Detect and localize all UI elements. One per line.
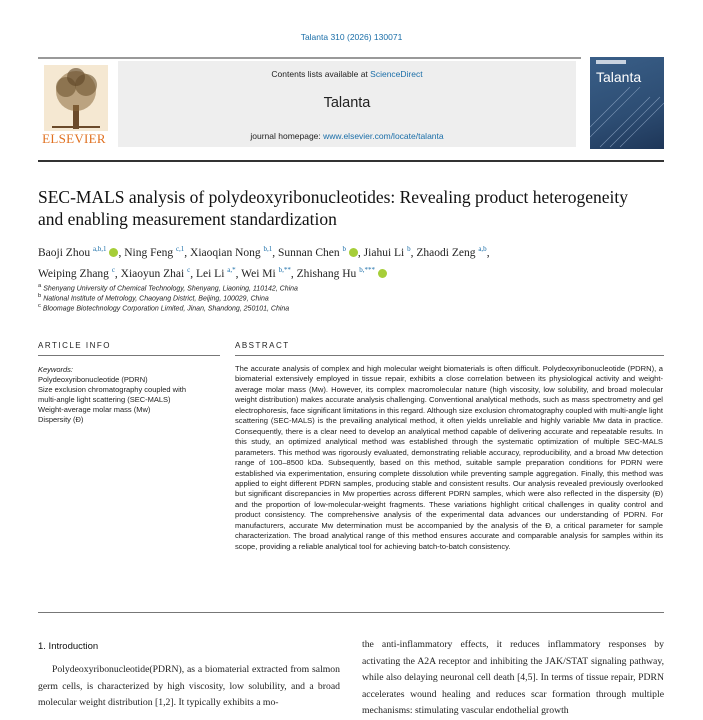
- author[interactable]: [120, 265, 191, 280]
- author[interactable]: [416, 247, 486, 259]
- abstract-text: The accurate analysis of complex and high molecular weight biomaterials is often difficult. Polydeoxyribonucleotide (PDRN), a biomaterial extensively employed in tissue repair, exhibits a close correlation between its physiological activity and weight-average molar mass (Mw). However, its complex macromolecular nature (high viscosity, low solubility, and broad molecular weight distribution) makes accurate analysis challenging. Conventional analytical methods, such as mass spectrometry and gel electrophoresis, face significant limitations in this regard. Although size exclusion chromatography coupled with multi-angle light scattering (SEC-MALS) is the prevailing analytical method, it often yields unreliable and highly variable Mw data in practice. Consequently, there is a clear need to develop an analytical method capable of delivering accurate and repeatable results. In this study, an optimized analytical method was established through the systematic optimization of multiple SEC-MALS parameters. This method was rigorously evaluated, demonstrating reliable accuracy, reproducibility, and a broad Mw detection range of 100–8500 kDa. Subsequently, based on this method, suitable sample preparation conditions for PDRN were established via experimentation, ensuring complete dissolution while preventing sample aggregation. Finally, this method was applied to eight different PDRN samples, producing stable and consistent results. Our analysis revealed previously overlooked but significant discrepancies in Mw properties across different PDRN samples, which were also reflected in the dispersity (Đ) and the proportion of low-molecular-weight fragments. These variations highlight critical challenges in quality control and product consistency. The comprehensive analysis of the experimental data advances our understanding of PDRN. For manufacturers, accurate Mw determination must be accompanied by the analysis of the Đ, a critical parameter for sample characterization. The broad analytical range of this method ensures accurate and comparable analysis for samples within its scope, providing a reliable analytical tool for achieving batch-to-batch consistency.: [235, 364, 663, 551]
- affiliation-mark: a: [38, 283, 42, 289]
- journal-cover-image[interactable]: [590, 57, 664, 149]
- affiliation-text: Shenyang University of Chemical Technology, Shenyang, Liaoning, 110142, China: [41, 285, 298, 293]
- abstract-bottom-rule: [38, 612, 664, 613]
- author-name: Xiaoyun Zhai: [120, 267, 185, 280]
- keywords-label: Keywords:: [38, 365, 74, 374]
- author-name: Weiping Zhang: [38, 267, 109, 280]
- abstract-rule: [235, 355, 664, 356]
- keywords-list: [38, 375, 198, 425]
- elsevier-wordmark: ELSEVIER: [42, 131, 106, 146]
- keyword: Dispersity (Đ): [38, 415, 84, 424]
- keyword: Polydeoxyribonucleotide (PDRN): [38, 375, 148, 384]
- introduction-heading: 1. Introduction: [38, 641, 99, 652]
- affiliation: [38, 293, 269, 302]
- affiliation: [38, 283, 298, 292]
- author[interactable]: [296, 265, 387, 280]
- banner-center: [118, 61, 576, 147]
- author-line-1: Baoji Zhou $^{a,b,1}$ , Ning Feng $^{c,1}$, Xiaoqian Nong $^{b,1}$, Sunnan Chen $^b$ , Jiahui Li $^b$, Zhaodi Zeng $^{a,b}$,: [38, 245, 490, 259]
- author-name: Xiaoqian Nong: [190, 246, 261, 259]
- homepage-line: [118, 131, 576, 141]
- affiliation-mark: b: [38, 293, 42, 299]
- elsevier-tree-icon: [44, 65, 108, 131]
- author-list: [38, 241, 648, 283]
- author-superscript[interactable]: b,***: [359, 265, 375, 274]
- author-superscript[interactable]: b,**: [278, 265, 291, 274]
- author-superscript[interactable]: c,1: [175, 245, 185, 253]
- orcid-icon[interactable]: [109, 248, 118, 257]
- orcid-icon[interactable]: [349, 248, 358, 257]
- contents-prefix: Contents lists available at: [271, 69, 371, 79]
- author-superscript[interactable]: a,b: [478, 245, 487, 253]
- orcid-icon[interactable]: [378, 269, 387, 278]
- author[interactable]: [190, 247, 272, 259]
- article-info-heading: ARTICLE INFO: [38, 341, 111, 350]
- author-line-2: Weiping Zhang $^c$, Xiaoyun Zhai $^c$, Lei Li $^{a,*}$, Wei Mi $^{b,**}$, Zhishang Hu $^{b,***}$: [38, 262, 648, 283]
- author-superscript[interactable]: b: [342, 245, 347, 253]
- keyword: Size exclusion chromatography coupled with multi-angle light scattering (SEC-MALS): [38, 385, 186, 404]
- contents-line: [118, 69, 576, 79]
- journal-banner: [38, 57, 581, 151]
- affiliation-text: Bloomage Biotechnology Corporation Limited, Jinan, Shandong, 250101, China: [40, 305, 290, 313]
- header-rule: [38, 160, 664, 162]
- author-name: Jiahui Li: [363, 246, 405, 259]
- author-superscript[interactable]: c: [111, 265, 115, 274]
- author-superscript[interactable]: a,*: [227, 265, 236, 274]
- author-name: Zhishang Hu: [296, 267, 357, 280]
- author[interactable]: [195, 265, 236, 280]
- author[interactable]: [124, 247, 184, 259]
- journal-name: Talanta: [323, 95, 371, 111]
- affiliation-mark: c: [38, 303, 41, 309]
- homepage-prefix: journal homepage:: [250, 131, 324, 141]
- author-superscript[interactable]: a,b,1: [92, 245, 107, 253]
- article-info-rule: [38, 355, 220, 356]
- author-name: Zhaodi Zeng: [416, 246, 476, 259]
- author-name: Ning Feng: [124, 246, 174, 259]
- abstract-heading: ABSTRACT: [235, 341, 290, 350]
- author[interactable]: [38, 247, 118, 259]
- journal-citation[interactable]: Talanta 310 (2026) 130071: [300, 32, 403, 42]
- introduction-left-column: Polydeoxyribonucleotide(PDRN), as a biomaterial extracted from salmon germ cells, is characterized by high viscosity, low solubility, and a broad molecular weight distribution [1,2]. It typically exhibits a mo-: [38, 664, 340, 708]
- author-name: Wei Mi: [241, 267, 276, 280]
- author-name: Baoji Zhou: [38, 246, 91, 259]
- cover-title: Talanta: [596, 69, 642, 85]
- author-superscript[interactable]: b,1: [263, 245, 273, 253]
- author-name: Lei Li: [195, 267, 225, 280]
- author-name: Sunnan Chen: [278, 246, 340, 259]
- article-title: SEC-MALS analysis of polydeoxyribonucleotides: Revealing product heterogeneity and enabling measurement standardization: [38, 187, 629, 229]
- introduction-right-column: the anti-inflammatory effects, it reduces inflammatory responses by activating the A2A receptor and inhibiting the JAK/STAT signaling pathway, while also delaying neuronal cell death [4,5]. In terms of tissue repair, PDRN accelerates wound healing and reduces scar formation through multiple mechanisms: stimulating vascular endothelial growth: [362, 639, 664, 716]
- author[interactable]: [241, 265, 291, 280]
- keyword: Weight-average molar mass (Mw): [38, 405, 151, 414]
- affiliation: [38, 303, 289, 312]
- author[interactable]: [278, 247, 358, 259]
- author-superscript[interactable]: c: [187, 265, 191, 274]
- author-superscript[interactable]: b: [407, 245, 411, 253]
- author[interactable]: [364, 247, 411, 259]
- cover-graphic-icon: [590, 87, 664, 149]
- elsevier-logo: [38, 59, 110, 149]
- affiliation-text: National Institute of Metrology, Chaoyang District, Beijing, 100029, China: [41, 295, 269, 303]
- author[interactable]: [38, 265, 115, 280]
- homepage-link[interactable]: www.elsevier.com/locate/talanta: [323, 131, 444, 141]
- sciencedirect-link[interactable]: ScienceDirect: [370, 69, 423, 79]
- cover-bar: [596, 60, 626, 64]
